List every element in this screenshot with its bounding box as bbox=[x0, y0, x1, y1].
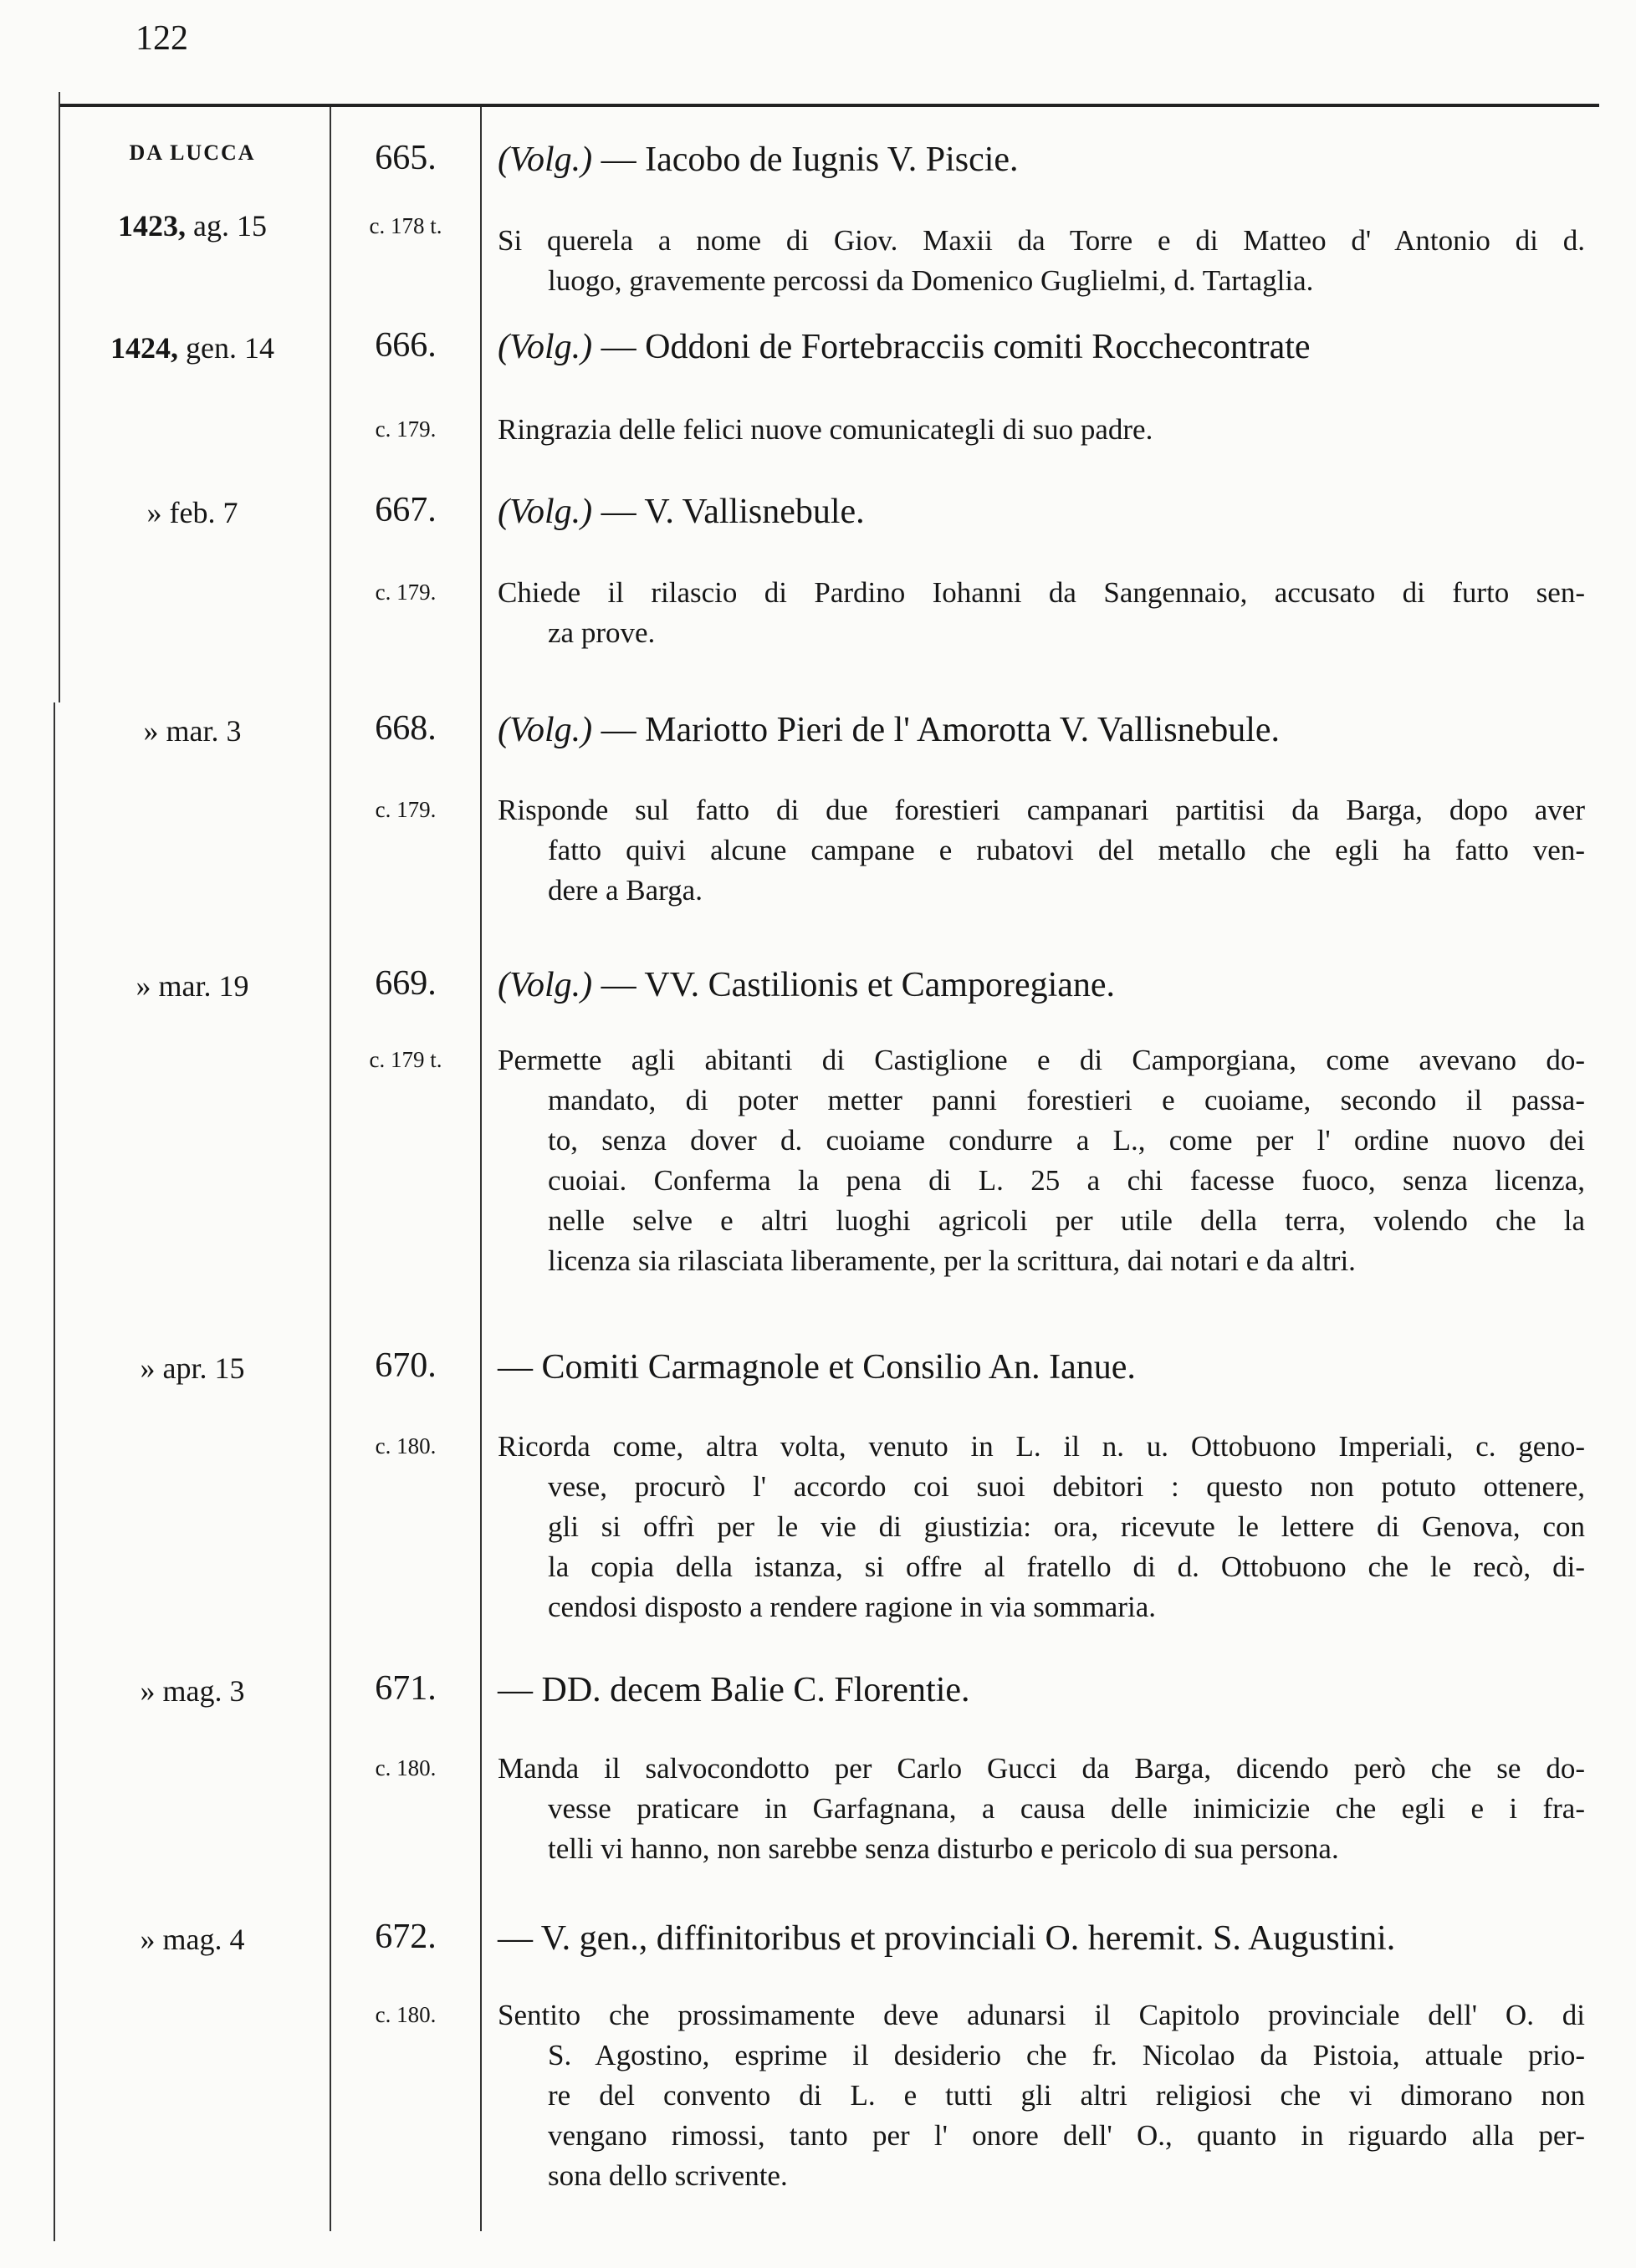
entry-body-line: nelle selve e altri luoghi agricoli per utile della terra, volendo che la bbox=[548, 1204, 1585, 1237]
entry-body-line: Chiede il rilascio di Pardino Iohanni da Sangennaio, accusato di furto sen- bbox=[498, 576, 1585, 609]
entry-body-line: dere a Barga. bbox=[548, 874, 703, 907]
entry-heading bbox=[498, 1670, 970, 1710]
entry-body-line: vengano rimossi, tanto per l' onore dell' O., quanto in riguardo alla per- bbox=[548, 2119, 1585, 2152]
entry-body bbox=[498, 573, 1585, 653]
column-divider-left-lower bbox=[54, 702, 55, 2241]
entry-date-year: 1423, bbox=[118, 209, 186, 243]
entry-date-day: » mag. 4 bbox=[140, 1923, 245, 1956]
page-number: 122 bbox=[135, 19, 188, 58]
entry-carta: c. 179 t. bbox=[369, 1047, 442, 1072]
entry-body-line: Si querela a nome di Giov. Maxii da Torre e di Matteo d' Antonio di d. bbox=[498, 224, 1585, 257]
entry-body-line: telli vi hanno, non sarebbe senza disturbo e pericolo di sua persona. bbox=[548, 1832, 1339, 1865]
entry-body-line: gli si offrì per le vie di giustizia: ora, ricevute le lettere di Genova, con bbox=[548, 1510, 1585, 1543]
entry-body bbox=[498, 221, 1585, 301]
entry-body-line: vese, procurò l' accordo coi suoi debitori : questo non potuto ottenere, bbox=[548, 1470, 1585, 1503]
entry-body-line: Manda il salvocondotto per Carlo Gucci da Barga, dicendo però che se do- bbox=[498, 1752, 1585, 1785]
entry-heading bbox=[498, 965, 1115, 1005]
entry-body-line: Ringrazia delle felici nuove comunicategli di suo padre. bbox=[498, 413, 1153, 446]
column-divider-left bbox=[59, 92, 60, 702]
top-rule bbox=[59, 104, 1599, 107]
entry-body-line: Sentito che prossimamente deve adunarsi il Capitolo provinciale dell' O. di bbox=[498, 1999, 1585, 2031]
entry-carta: c. 179. bbox=[375, 580, 437, 605]
entry-date bbox=[59, 968, 326, 1004]
entry-heading-text: — Comiti Carmagnole et Consilio An. Ianue. bbox=[498, 1348, 1136, 1387]
header-place: DA LUCCA bbox=[129, 140, 256, 165]
entry-number: 666. bbox=[375, 326, 437, 365]
entry-number: 665. bbox=[375, 139, 437, 177]
entry-body bbox=[498, 1995, 1585, 2196]
entry-heading bbox=[498, 710, 1280, 750]
entry-heading-text: — DD. decem Balie C. Florentie. bbox=[498, 1671, 970, 1709]
entry-heading-prefix: (Volg.) bbox=[498, 140, 593, 179]
entry-heading-text: — V. gen., diffinitoribus et provinciali O. heremit. S. Augustini. bbox=[498, 1919, 1396, 1958]
entry-body-line: licenza sia rilasciata liberamente, per la scrittura, dai notari e da altri. bbox=[548, 1244, 1356, 1277]
entry-number: 667. bbox=[375, 491, 437, 529]
entry-body-line: cendosi disposto a rendere ragione in via sommaria. bbox=[548, 1591, 1157, 1623]
entry-date bbox=[59, 208, 326, 243]
entry-carta: c. 180. bbox=[375, 1755, 437, 1780]
entry-date bbox=[59, 1922, 326, 1957]
entry-body-line: mandato, di poter metter panni forestieri e cuoiame, secondo il passa- bbox=[548, 1084, 1585, 1116]
entry-date-day: » mar. 3 bbox=[143, 714, 242, 748]
entry-number: 672. bbox=[375, 1918, 437, 1956]
entry-date-day: » apr. 15 bbox=[140, 1351, 245, 1385]
entry-heading bbox=[498, 327, 1311, 367]
entry-body bbox=[498, 1749, 1585, 1869]
entry-date-day: » mag. 3 bbox=[140, 1674, 245, 1708]
entry-body-line: re del convento di L. e tutti gli altri religiosi che vi dimorano non bbox=[548, 2079, 1585, 2112]
entry-heading-prefix: (Volg.) bbox=[498, 493, 593, 531]
entry-body-line: Risponde sul fatto di due forestieri campanari partitisi da Barga, dopo aver bbox=[498, 794, 1585, 826]
entry-date-day: » feb. 7 bbox=[146, 496, 238, 529]
entry-body bbox=[498, 790, 1585, 911]
entry-carta: c. 179. bbox=[375, 416, 437, 442]
entry-body-line: fatto quivi alcune campane e rubatovi del metallo che egli ha fatto ven- bbox=[548, 834, 1585, 866]
entry-carta: c. 179. bbox=[375, 797, 437, 822]
entry-heading-prefix: (Volg.) bbox=[498, 328, 593, 366]
entry-heading bbox=[498, 1347, 1136, 1387]
entry-date-day: » mar. 19 bbox=[135, 969, 249, 1003]
entry-body-line: Ricorda come, altra volta, venuto in L. il n. u. Ottobuono Imperiali, c. geno- bbox=[498, 1430, 1585, 1463]
entry-date-day: ag. 15 bbox=[186, 209, 267, 243]
entry-date bbox=[59, 1673, 326, 1709]
entry-heading-text: — V. Vallisnebule. bbox=[592, 493, 865, 531]
entry-body-line: vesse praticare in Garfagnana, a causa delle inimicizie che egli e i fra- bbox=[548, 1792, 1585, 1825]
entry-carta: c. 178 t. bbox=[369, 213, 442, 238]
entry-carta: c. 180. bbox=[375, 2002, 437, 2027]
entry-body-line: to, senza dover d. cuoiame condurre a L., come per l' ordine nuovo dei bbox=[548, 1124, 1585, 1157]
entry-date-year: 1424, bbox=[110, 331, 178, 365]
entry-body bbox=[498, 1040, 1585, 1281]
entry-carta: c. 180. bbox=[375, 1433, 437, 1458]
entry-body-line: cuoiai. Conferma la pena di L. 25 a chi facesse fuoco, senza licenza, bbox=[548, 1164, 1585, 1197]
entry-date-day: gen. 14 bbox=[178, 331, 274, 365]
column-divider-date bbox=[330, 107, 331, 2231]
entry-heading bbox=[498, 140, 1019, 180]
entry-date bbox=[59, 1351, 326, 1386]
entry-heading-text: — Mariotto Pieri de l' Amorotta V. Vallisnebule. bbox=[592, 711, 1281, 749]
entry-heading-text: — Iacobo de Iugnis V. Piscie. bbox=[592, 140, 1019, 179]
entry-number: 671. bbox=[375, 1669, 437, 1708]
entry-heading-prefix: (Volg.) bbox=[498, 966, 593, 1004]
entry-number: 668. bbox=[375, 709, 437, 748]
entry-heading bbox=[498, 1918, 1395, 1959]
column-divider-number bbox=[480, 107, 482, 2231]
entry-date bbox=[59, 713, 326, 748]
entry-body bbox=[498, 410, 1585, 450]
entry-body-line: sona dello scrivente. bbox=[548, 2159, 788, 2192]
entry-body bbox=[498, 1427, 1585, 1627]
entry-body-line: luogo, gravemente percossi da Domenico Guglielmi, d. Tartaglia. bbox=[548, 264, 1314, 297]
entry-heading-text: — VV. Castilionis et Camporegiane. bbox=[592, 966, 1116, 1004]
entry-number: 670. bbox=[375, 1346, 437, 1385]
entry-number: 669. bbox=[375, 964, 437, 1003]
entry-heading-prefix: (Volg.) bbox=[498, 711, 593, 749]
entry-date bbox=[59, 330, 326, 365]
entry-body-line: za prove. bbox=[548, 616, 656, 649]
entry-body-line: S. Agostino, esprime il desiderio che fr. Nicolao da Pistoia, attuale prio- bbox=[548, 2039, 1585, 2071]
entry-heading bbox=[498, 492, 865, 532]
entry-date bbox=[59, 495, 326, 530]
entry-heading-text: — Oddoni de Fortebracciis comiti Rocchecontrate bbox=[592, 328, 1311, 366]
entry-body-line: la copia della istanza, si offre al fratello di d. Ottobuono che le recò, di- bbox=[548, 1550, 1585, 1583]
entry-body-line: Permette agli abitanti di Castiglione e di Camporgiana, come avevano do- bbox=[498, 1044, 1585, 1076]
